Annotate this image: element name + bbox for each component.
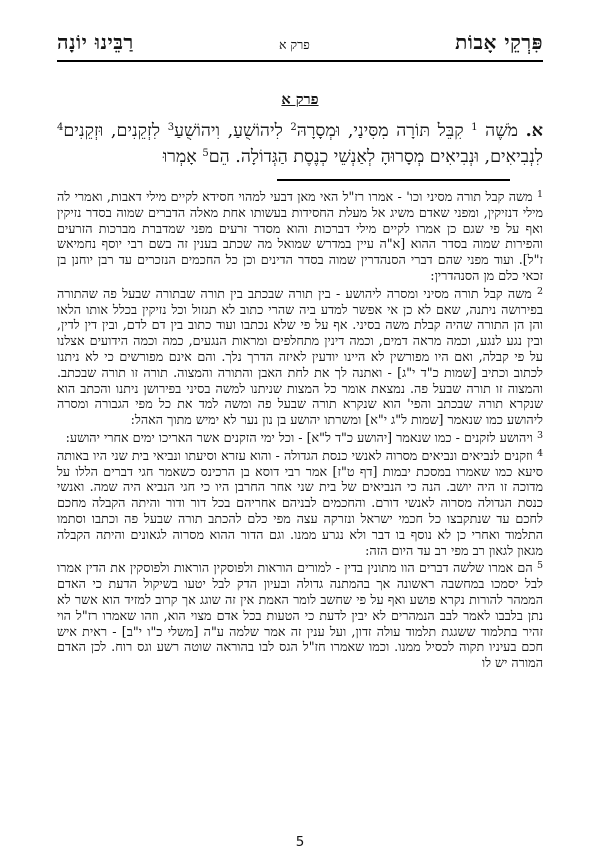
book-title: פִּרְקֵי אָבוֹת	[455, 30, 543, 54]
running-header	[57, 30, 543, 62]
footnote-ref: 4	[57, 122, 64, 133]
footnote-4: $^4$ וזקנים לנביאים ונביאים מסרוה לאנשי כנסת הגדולה - והוא עזרא וסיעתו ונביאי בית שני היו באותה סיעא כמו שאמרו במסכת יבמות [דף ט"ז] אמר רבי דוסא בן הרכינס כשאמר חגי דברים הללו על מדוכה זו היה יושב. הנה כי הנביאים של בית שני אחר החרבן היו כי חגי הנביא היה שמה. ואנשי כנסת הגדולה מסרוה לאנשי דורם. והחכמים לבניהם אחריהם בכל דור ודור והיתה הקבלה מחכם לחכם עד שנתקבצו כל חכמי ישראל ונזרקה עצה מפי כלם להכתב תורה שבעל פה וכתבו וסתמו התלמוד ואחרי כן לא נוסף בו דבר ולא נגרע ממנו. וגם הדור ההוא מסרוה לגאונים והיתה הקבלה מגאון לגאון רב מפי רב עד היום הזה:	[57, 447, 543, 558]
footnote-2: $^2$ משה קבל תורה מסיני ומסרה ליהושע - בין תורה שבכתב בין תורה שבתורה שבעל פה שהתורה בפירושה ניתנה, שאם לא כן אי אפשר למדע ביה שהרי כתוב לא תגזול וכל נזיקין בכלל אותו הלאו והן הן התורה שהיה קבלת משה בסיני. אף על פי שלא נכתבו ועוד כתוב בין דם לדם, ובין דין לדין, ובין נגע לנגע, וכמה מראה דמים, וכמה דינין מתחלפים ומראות הנגעים, כמה וכמה הידועים אצלנו על פי קבלה, ואם היו מפורשין לא היינו יודעין לאיזה הדרך נלך. והם אינם מפורשים כי לא ניתנו לכתוב וכתיב [שמות כ"ד י"ג] - ואתנה לך את לחת האבן והתורה והמצוה. תורה זו תורה שבכתב. והמצוה זו תורה שבעל פה. נמצאת אומר כל המצות שניתנו למשה בסיני בפירושן ניתנו והכתב הוא שנקרא תורה שבכתב והפי' הוא שנקרא תורה שבעל פה ומשה למד את כל מפי הגבורה ומסרה ליהושע כמו שנאמר [שמות ל"ג י"א] ומשרתו יהושע בן נון נער לא ימיש מתוך האהל:	[57, 285, 543, 428]
page-number: 5	[295, 834, 305, 850]
footnote-3: $^3$ ויהושע לזקנים - כמו שנאמר [יהושע כ"ד ל"א] - וכל ימי הזקנים אשר האריכו ימים אחרי יהושע:	[65, 429, 543, 445]
footnote-ref: 1	[471, 122, 478, 133]
mishnah-text: א. מֹשֶׁה $^1$ קִבֵּל תּוֹרָה מִסִּינַי, וּמְסָרָהּ$^2$ לִיהוֹשֻׁעַ, וִיהוֹשֻׁעַ$^3$ לִזְקֵנִים, וּזְקֵנִים$^4$ לִנְבִיאִים, וּנְבִיאִים מְסָרוּהָ לְאַנְשֵׁי כְנֶסֶת הַגְּדוֹלָה. הֵם$^5$ אָמְרוּ	[57, 121, 543, 167]
commentary-title: רַבֵּינוּ יוֹנָה	[57, 30, 134, 54]
header-chapter-label: פרק א	[278, 37, 310, 52]
footnote-divider	[277, 179, 510, 181]
commentary-footnotes	[57, 189, 543, 671]
footnote-ref: 2	[290, 122, 297, 133]
mishnah-marker: א.	[525, 121, 543, 141]
footnote-number: 1	[536, 189, 543, 200]
footnote-5: $^5$ הם אמרו שלשה דברים הוו מתונין בדין - למורים הוראות ולפוסקין הוראות ולפוסקין את הדין אמרו לבל יסמכו במחשבה ראשונה אך בהמתנה גדולה ובעיון הדק לבל יטעו בשיקול הדעת כי האדם הממהר להורות נקרא פושע ואף על פי שחשב לומר האמת אין זה שוגג אך קרוב למזיד הוא אשר לא נתן בלבבו לאמר לבב הנמהרים לא יבין לדעת כי הטעות בכל אדם מצוי הוא, וזהו שאמרו רז"ל הוי זהיר בתלמוד ששגגת תלמוד עולה זדון, ועל ענין זה אמר שלמה ע"ה [משלי כ"ו י"ב] - ראית איש חכם בעיניו תקוה לכסיל ממנו. וכמו שאמרו חז"ל הגס לבו בהוראה שוטה רשע וגס רוח. לכן האדם המורה יש לו	[57, 560, 543, 671]
footnote-1: $^1$ משה קבל תורה מסיני וכו' - אמרו רז"ל האי מאן דבעי למהוי חסידא לקיים מילי דאבות, ואמרי לה מילי דנזיקין, ומפני שאדם משיג אל מעלת החסידות בעשותו אחת מאלה הדברים שמוה בסדר נזיקין ואף על פי שגם כן אמרו לקיים מילי דברכות והוא מסדר זרעים מפני שמדברת מברכות הזרעים והפירות שמוה בסדר ההוא [א"ה עיין במדרש שמואל מה שכתב בענין זה בשם רבי יוסף נחמיאש ז"ל]. ועוד מפני שהם דברי הסנהדרין שמוה בסדר הדינים וכן כל החכמים הנזכרים עד רבן יוחנן בן זכאי כלם מן הסנהדרין:	[57, 189, 543, 283]
footnote-ref: 3	[167, 122, 175, 133]
footnote-number: 4	[536, 447, 543, 459]
footnote-ref: 5	[202, 148, 209, 159]
footnote-number: 3	[536, 429, 543, 441]
footnote-number: 2	[536, 285, 543, 297]
footnote-number: 5	[536, 560, 543, 572]
chapter-heading: פרק א	[281, 91, 319, 108]
